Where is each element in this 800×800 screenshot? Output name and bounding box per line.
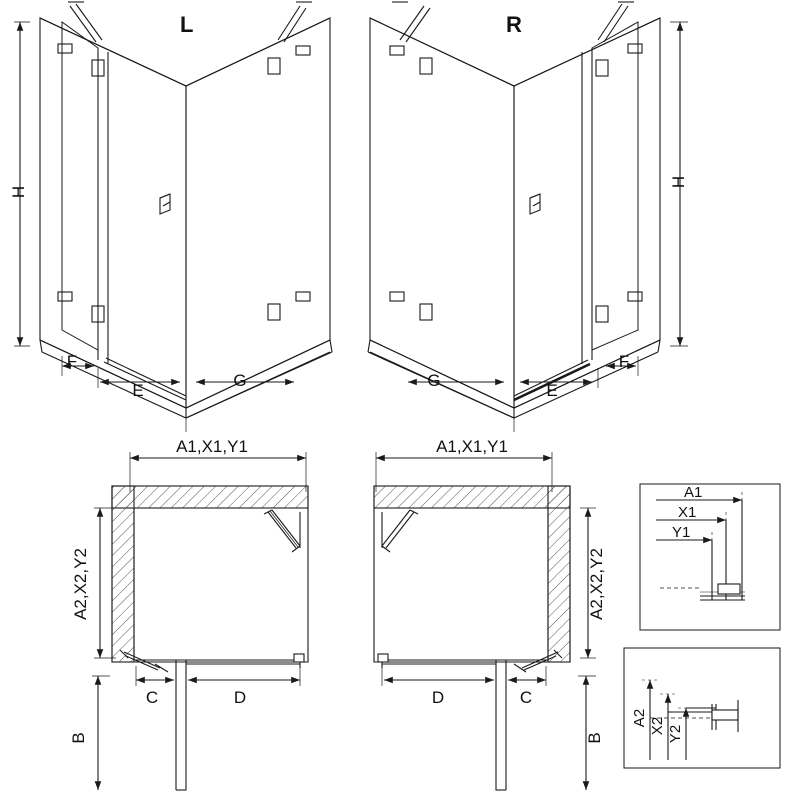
- plan-right-top-dim: A1,X1,Y1: [436, 437, 508, 456]
- detail-top-label-a1: A1: [684, 484, 703, 501]
- iso-view-left: [14, 2, 332, 432]
- plan-right-dim-d: D: [431, 688, 445, 707]
- iso-view-right: [368, 2, 688, 432]
- plan-left-side-dim: A2,X2,Y2: [71, 548, 90, 620]
- plan-view-left: [92, 452, 308, 790]
- plan-left-dim-d: D: [233, 688, 247, 707]
- detail-top: [640, 484, 780, 630]
- detail-bottom-label-a2: A2: [631, 708, 648, 728]
- plan-view-right: [374, 452, 596, 790]
- iso-right-dim-f: F: [618, 352, 630, 371]
- iso-left-dim-e: E: [132, 381, 144, 400]
- iso-right-dim-e: E: [546, 381, 558, 400]
- iso-left-dim-f: F: [66, 352, 78, 371]
- plan-right-dim-b: B: [585, 732, 604, 744]
- iso-right-dim-g: G: [427, 371, 441, 390]
- iso-left-label: L: [180, 12, 194, 37]
- plan-left-top-dim: A1,X1,Y1: [176, 437, 248, 456]
- detail-bottom-label-y2: Y2: [667, 724, 684, 744]
- detail-top-label-y1: Y1: [672, 524, 691, 541]
- detail-top-label-x1: X1: [678, 504, 697, 521]
- detail-bottom: [624, 648, 780, 768]
- iso-left-height-label: H: [9, 185, 28, 199]
- iso-left-dim-g: G: [233, 371, 247, 390]
- plan-left-dim-b: B: [69, 732, 88, 744]
- iso-right-height-label: H: [669, 175, 688, 189]
- plan-left-dim-c: C: [145, 688, 159, 707]
- detail-bottom-label-x2: X2: [649, 716, 666, 736]
- plan-right-side-dim: A2,X2,Y2: [587, 548, 606, 620]
- iso-right-label: R: [506, 12, 522, 37]
- plan-right-dim-c: C: [519, 688, 533, 707]
